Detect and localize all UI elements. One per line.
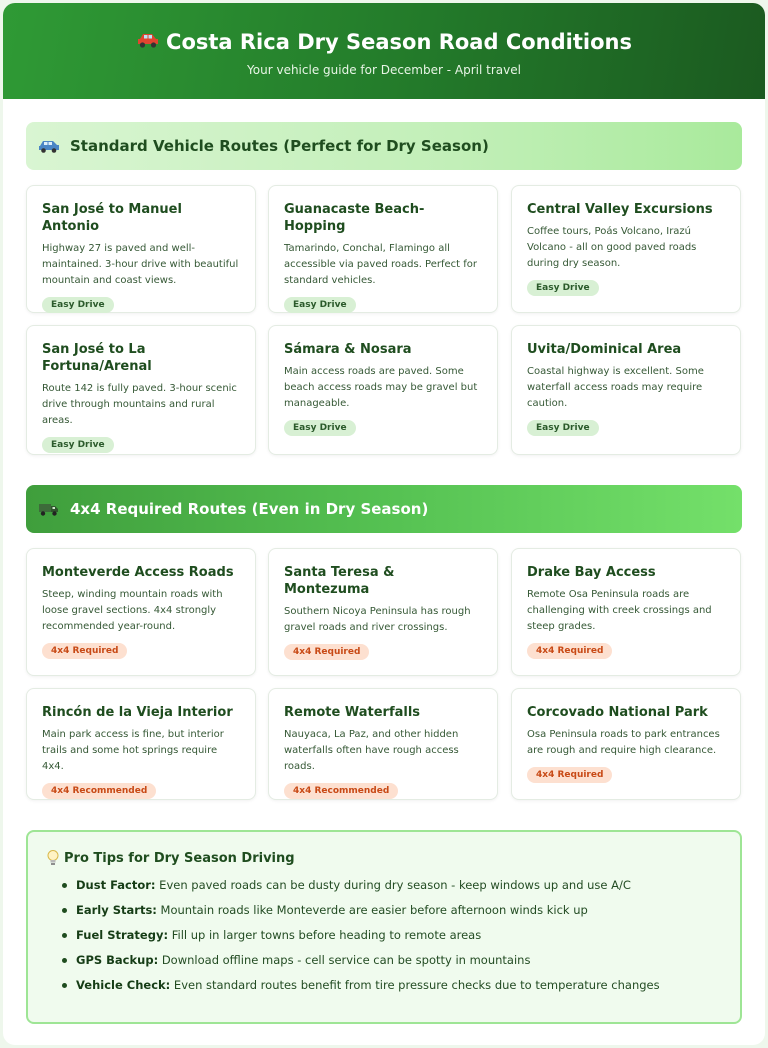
tip-item [76,877,740,893]
4x4-required-badge: 4x4 Required [284,644,369,660]
route-description: Steep, winding mountain roads with loose gravel sections. 4x4 strongly recommended year-round. [42,589,223,632]
easy-drive-badge: Easy Drive [284,420,356,436]
route-card [26,548,256,676]
route-description: Remote Osa Peninsula roads are challenging with creek crossings and steep grades. [527,589,712,632]
tip-text: Fill up in larger towns before heading to remote areas [171,928,482,942]
lightbulb-icon [46,849,60,867]
route-title: Guanacaste Beach-Hopping [284,202,425,234]
pro-tips-title: Pro Tips for Dry Season Driving [64,850,295,866]
route-description: Main park access is fine, but interior trails and some hot springs require 4x4. [42,729,224,772]
route-description: Coastal highway is excellent. Some waterfall access roads may require caution. [527,366,704,409]
pro-tips-list [46,877,740,993]
route-card [511,185,741,313]
tip-text: Mountain roads like Monteverde are easier before afternoon winds kick up [160,903,588,917]
easy-drive-badge: Easy Drive [527,280,599,296]
4x4-required-badge: 4x4 Required [527,767,612,783]
page [3,3,765,1045]
header-banner [3,3,765,99]
tip-label: Vehicle Check: [76,978,171,992]
tip-text: Even standard routes benefit from tire pressure checks due to temperature changes [173,978,660,992]
route-card [26,185,256,313]
4x4-recommended-badge: 4x4 Recommended [42,783,156,799]
tip-label: Early Starts: [76,903,157,917]
route-title: Central Valley Excursions [527,202,713,217]
tip-item [76,952,740,968]
route-description: Tamarindo, Conchal, Flamingo all accessible via paved roads. Perfect for standard vehicles. [284,243,478,286]
tip-item [76,902,740,918]
route-card [511,688,741,800]
route-title: Rincón de la Vieja Interior [42,705,233,720]
standard-section-header [26,122,742,170]
route-card [268,548,498,676]
easy-drive-badge: Easy Drive [284,297,356,313]
page-title: Costa Rica Dry Season Road Conditions [166,30,632,54]
tip-label: GPS Backup: [76,953,159,967]
easy-drive-badge: Easy Drive [42,437,114,453]
tip-text: Download offline maps - cell service can be spotty in mountains [161,953,531,967]
tip-label: Fuel Strategy: [76,928,169,942]
route-card [26,688,256,800]
4x4-recommended-badge: 4x4 Recommended [284,783,398,799]
route-title: Sámara & Nosara [284,342,412,357]
truck-icon [38,498,60,520]
4x4-required-badge: 4x4 Required [527,643,612,659]
4x4-required-badge: 4x4 Required [42,643,127,659]
route-description: Coffee tours, Poás Volcano, Irazú Volcano - all on good paved roads during dry season. [527,226,697,269]
standard-section-title: Standard Vehicle Routes (Perfect for Dry Season) [70,137,489,155]
tip-item [76,977,740,993]
sedan-icon [38,135,60,157]
route-card [268,185,498,313]
pro-tips-header [46,849,740,867]
tip-item [76,927,740,943]
route-description: Main access roads are paved. Some beach access roads may be gravel but manageable. [284,366,478,409]
route-title: Uvita/Dominical Area [527,342,682,357]
page-title-row [3,3,765,55]
route-card [26,325,256,455]
route-description: Nauyaca, La Paz, and other hidden waterfalls often have rough access roads. [284,729,459,772]
pro-tips-panel [26,830,742,1024]
car-icon [136,29,160,55]
route-title: San José to Manuel Antonio [42,202,182,234]
route-card [268,688,498,800]
route-title: Santa Teresa & Montezuma [284,565,395,597]
route-description: Osa Peninsula roads to park entrances are rough and require high clearance. [527,729,720,756]
route-card [511,548,741,676]
tip-text: Even paved roads can be dusty during dry season - keep windows up and use A/C [159,878,631,892]
route-title: Monteverde Access Roads [42,565,234,580]
route-title: Corcovado National Park [527,705,708,720]
route-card [511,325,741,455]
route-title: Remote Waterfalls [284,705,421,720]
route-description: Highway 27 is paved and well-maintained. 3-hour drive with beautiful mountain and coast views. [42,243,239,286]
route-description: Southern Nicoya Peninsula has rough gravel roads and river crossings. [284,606,471,633]
route-card [268,325,498,455]
page-subtitle: Your vehicle guide for December - April travel [247,63,521,77]
4x4-section-title: 4x4 Required Routes (Even in Dry Season) [70,500,429,518]
tip-label: Dust Factor: [76,878,156,892]
easy-drive-badge: Easy Drive [527,420,599,436]
route-title: San José to La Fortuna/Arenal [42,342,152,374]
route-description: Route 142 is fully paved. 3-hour scenic drive through mountains and rural areas. [42,383,237,426]
route-title: Drake Bay Access [527,565,656,580]
4x4-section-header [26,485,742,533]
easy-drive-badge: Easy Drive [42,297,114,313]
